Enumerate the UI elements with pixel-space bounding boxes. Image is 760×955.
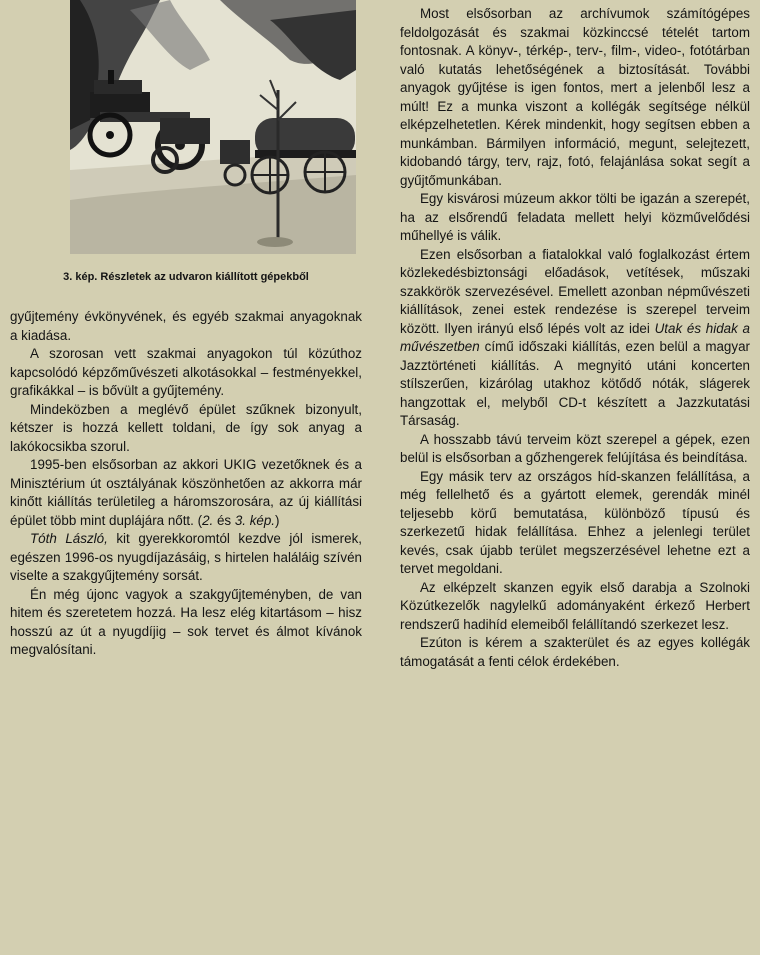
text-run: kit gyerekkoromtól kezdve jól ismerek, egészen 1996-os nyugdíjazásáig, s hirtelen haláláig szívén viselte a szakgyűjtemény sorsát. [10, 531, 362, 583]
text-run: című időszaki kiállítás, ezen belül a magyar Jazztörténeti kiállítás. A megnyitó utáni koncerten stílszerűen, kizárólag utakhoz kötődő nóták, slágerek hangzottak el, melyből CD-t készített a Jazzkutatási Társaság. [400, 339, 750, 428]
paragraph: Ezúton is kérem a szakterület és az egyes kollégák támogatását a fenti célok érdekében. [400, 635, 750, 669]
exhibition-title: Utak és hidak a művészetben [400, 320, 750, 354]
paragraph: Mindeközben a meglévő épület szűknek bizonyult, kétszer is hozzá kellett toldani, de így sok anyag a lakókocsikba szorul. [10, 401, 362, 454]
paragraph [10, 456, 362, 530]
steam-machines-illustration [70, 0, 356, 254]
paragraph [400, 246, 750, 431]
figure-reference: 3. kép. [234, 512, 276, 528]
paragraph: A szorosan vett szakmai anyagokon túl közúthoz kapcsolódó képzőművészeti alkotásokkal – festményekkel, grafikákkal – is bővült a gyűjtemény. [10, 346, 362, 398]
paragraph [10, 530, 362, 586]
paragraph: Én még újonc vagyok a szakgyűjteményben, de van hitem és szeretetem hozzá. Ha lesz elég kitartásom – hisz hosszú az út a nyugdíjig – sok tervet és álmot kívánok megvalósítani. [10, 586, 362, 657]
left-column [10, 308, 362, 660]
text-run: 1995-ben elsősorban az akkori UKIG vezetőknek és a Minisztérium út osztályának köszönhetően az akkorra már kinőtt kiállítás területileg a háromszorosára, az új kiállítási épület több mint duplájára nőtt. ( [10, 457, 362, 528]
paragraph: gyűjtemény évkönyvének, és egyéb szakmai anyagoknak a kiadása. [10, 309, 362, 343]
person-name: Tóth László, [30, 531, 108, 546]
paragraph: Most elsősorban az archívumok számítógépes feldolgozását és szakmai közkinccsé tételét tartom fontosnak. A könyv-, térkép-, terv-, film-, video-, fotótárban való kutatás lehetőségének a biztosítását. További anyagok gyűjtése is igen fontos, mert a jelenből lesz a múlt! Ez a munka viszont a kollégák segítsége nélkül elképzelhetetlen. Kérek mindenkit, hogy segítsen ebben a munkámban. Bármilyen információ, megunt, selejtezett, kidobandó tárgy, terv, rajz, fotó, felajánlása sokat segít a gyűjtőmunkában. [400, 6, 750, 188]
paragraph: A hosszabb távú terveim közt szerepel a gépek, ezen belül is elsősorban a gőzhengerek felújítása és beindítása. [400, 431, 750, 465]
machinery-photo [70, 0, 356, 254]
figure-reference: 2. [202, 512, 214, 528]
paragraph: Az elképzelt skanzen egyik első darabja a Szolnoki Közútkezelők nagylelkű adományaként érkező Herbert rendszerű hadihíd elemeiből felállítandó szerkezet lesz. [400, 579, 750, 632]
text-run: és [213, 512, 235, 528]
text-run: ) [275, 512, 280, 528]
photo-caption: 3. kép. Részletek az udvaron kiállított gépekből [63, 271, 309, 283]
right-column [400, 5, 750, 671]
paragraph: Egy kisvárosi múzeum akkor tölti be igazán a szerepét, ha az elsőrendű feladata mellett helyi közművelődési műhellyé is válik. [400, 191, 750, 243]
paragraph: Egy másik terv az országos híd-skanzen felállítása, a még fellelhető és a gyártott elemek, gerendák minél teljesebb körű bemutatása, különböző típusú és szerkezetű hidak felállítása. Ehhez a jelenlegi terület kevés, csak újabb terület megszerzésével lehetne ezt a tervet megoldani. [400, 468, 750, 576]
text-run: Ezen elsősorban a fiatalokkal való foglalkozást értem közlekedésbiztonsági előadások, vetítések, műszaki szakkörök szervezésével. Emellett azonban népművészeti kiállítások, zenei estek rendezése is szerepel terveim között. Ilyen irányú első lépés volt az idei [400, 246, 750, 336]
